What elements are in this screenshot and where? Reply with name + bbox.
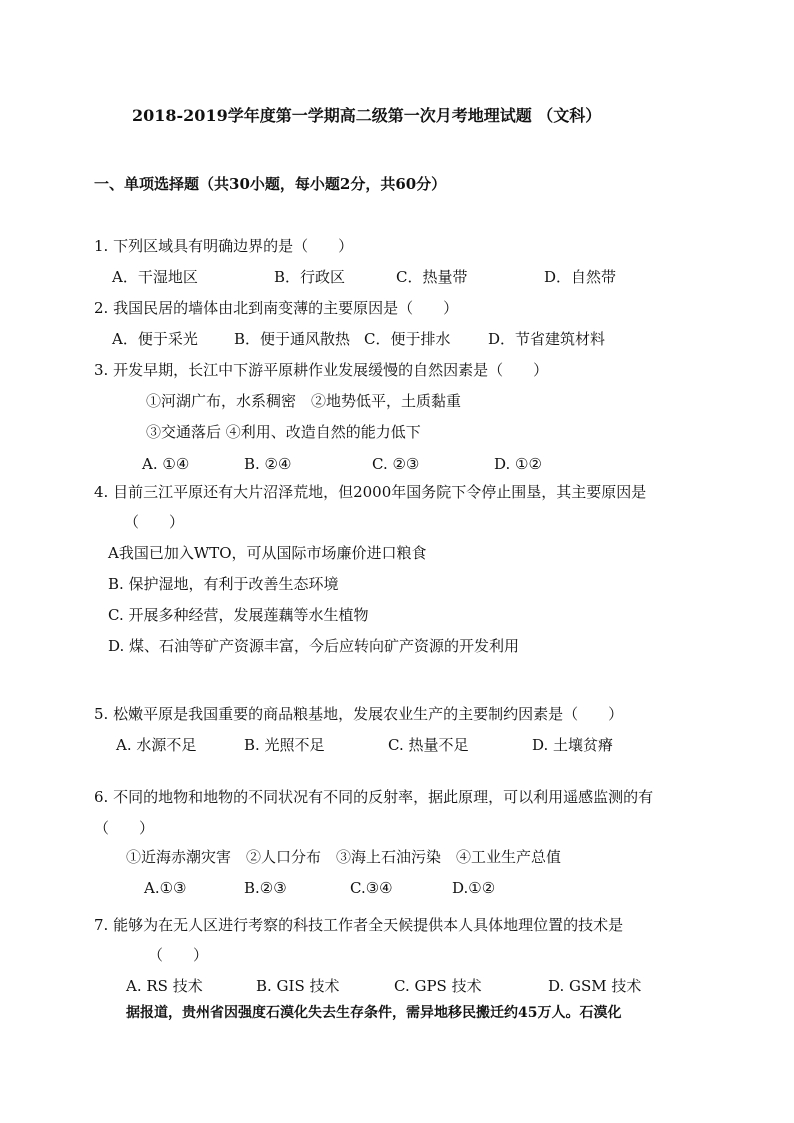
question-1-option-c: C．热量带 bbox=[396, 268, 468, 286]
question-3-option-a: A. ①④ bbox=[142, 455, 190, 473]
question-1-option-a: A．干湿地区 bbox=[112, 268, 198, 286]
question-3-option-b: B. ②④ bbox=[244, 455, 292, 473]
question-1-option-b: B．行政区 bbox=[274, 268, 346, 286]
question-6-option-d: D.①② bbox=[452, 879, 496, 897]
question-4-option-a: A我国已加入WTO，可从国际市场廉价进口粮食 bbox=[108, 544, 427, 562]
question-4-option-c: C. 开展多种经营，发展莲藕等水生植物 bbox=[108, 606, 369, 624]
question-7-stem: 7. 能够为在无人区进行考察的科技工作者全天候提供本人具体地理位置的技术是 bbox=[94, 916, 624, 934]
question-2-option-c: C．便于排水 bbox=[364, 330, 451, 348]
question-2-option-a: A．便于采光 bbox=[112, 330, 198, 348]
question-4-option-b: B. 保护湿地，有利于改善生态环境 bbox=[108, 575, 339, 593]
question-1-option-d: D．自然带 bbox=[544, 268, 617, 286]
question-5-option-b: B. 光照不足 bbox=[244, 736, 325, 754]
question-6-statements: ①近海赤潮灾害 ②人口分布 ③海上石油污染 ④工业生产总值 bbox=[126, 848, 562, 866]
question-3-stem: 3. 开发早期，长江中下游平原耕作业发展缓慢的自然因素是（ ） bbox=[94, 361, 549, 379]
question-6-stem-bracket: （ ） bbox=[94, 819, 155, 837]
question-1-stem: 1. 下列区域具有明确边界的是（ ） bbox=[94, 237, 354, 255]
question-7-stem-bracket: （ ） bbox=[148, 946, 209, 964]
question-3-statement-2: ③交通落后 ④利用、改造自然的能力低下 bbox=[146, 423, 421, 441]
question-3-option-c: C. ②③ bbox=[372, 455, 420, 473]
question-7-option-b: B. GIS 技术 bbox=[256, 977, 340, 995]
page-title: 2018-2019学年度第一学期高二级第一次月考地理试题 （文科） bbox=[132, 106, 602, 125]
question-2-option-d: D．节省建筑材料 bbox=[488, 330, 606, 348]
question-4-stem-bracket: （ ） bbox=[124, 513, 185, 531]
question-6-option-c: C.③④ bbox=[350, 879, 393, 897]
question-2-option-b: B．便于通风散热 bbox=[234, 330, 351, 348]
question-7-option-a: A. RS 技术 bbox=[126, 977, 203, 995]
question-5-option-c: C. 热量不足 bbox=[388, 736, 469, 754]
question-4-option-d: D. 煤、石油等矿产资源丰富，今后应转向矿产资源的开发利用 bbox=[108, 637, 520, 655]
question-7-option-d: D. GSM 技术 bbox=[548, 977, 642, 995]
question-7-option-c: C. GPS 技术 bbox=[394, 977, 482, 995]
question-6-stem: 6. 不同的地物和地物的不同状况有不同的反射率，据此原理，可以利用遥感监测的有 bbox=[94, 788, 654, 806]
question-4-stem: 4. 目前三江平原还有大片沼泽荒地，但2000年国务院下令停止围垦，其主要原因是 bbox=[94, 483, 647, 501]
question-5-stem: 5. 松嫩平原是我国重要的商品粮基地，发展农业生产的主要制约因素是（ ） bbox=[94, 705, 624, 723]
reading-passage: 据报道，贵州省因强度石漠化失去生存条件，需异地移民搬迁约45万人。石漠化 bbox=[126, 1005, 622, 1021]
question-6-option-a: A.①③ bbox=[144, 879, 187, 897]
question-2-stem: 2. 我国民居的墙体由北到南变薄的主要原因是（ ） bbox=[94, 299, 459, 317]
section-heading: 一、单项选择题（共30小题，每小题2分，共60分） bbox=[94, 175, 447, 193]
question-3-option-d: D. ①② bbox=[494, 455, 542, 473]
question-5-option-a: A. 水源不足 bbox=[116, 736, 197, 754]
question-5-option-d: D. 土壤贫瘠 bbox=[532, 736, 614, 754]
question-6-option-b: B.②③ bbox=[244, 879, 287, 897]
question-3-statement-1: ①河湖广布，水系稠密 ②地势低平，土质黏重 bbox=[146, 392, 462, 410]
